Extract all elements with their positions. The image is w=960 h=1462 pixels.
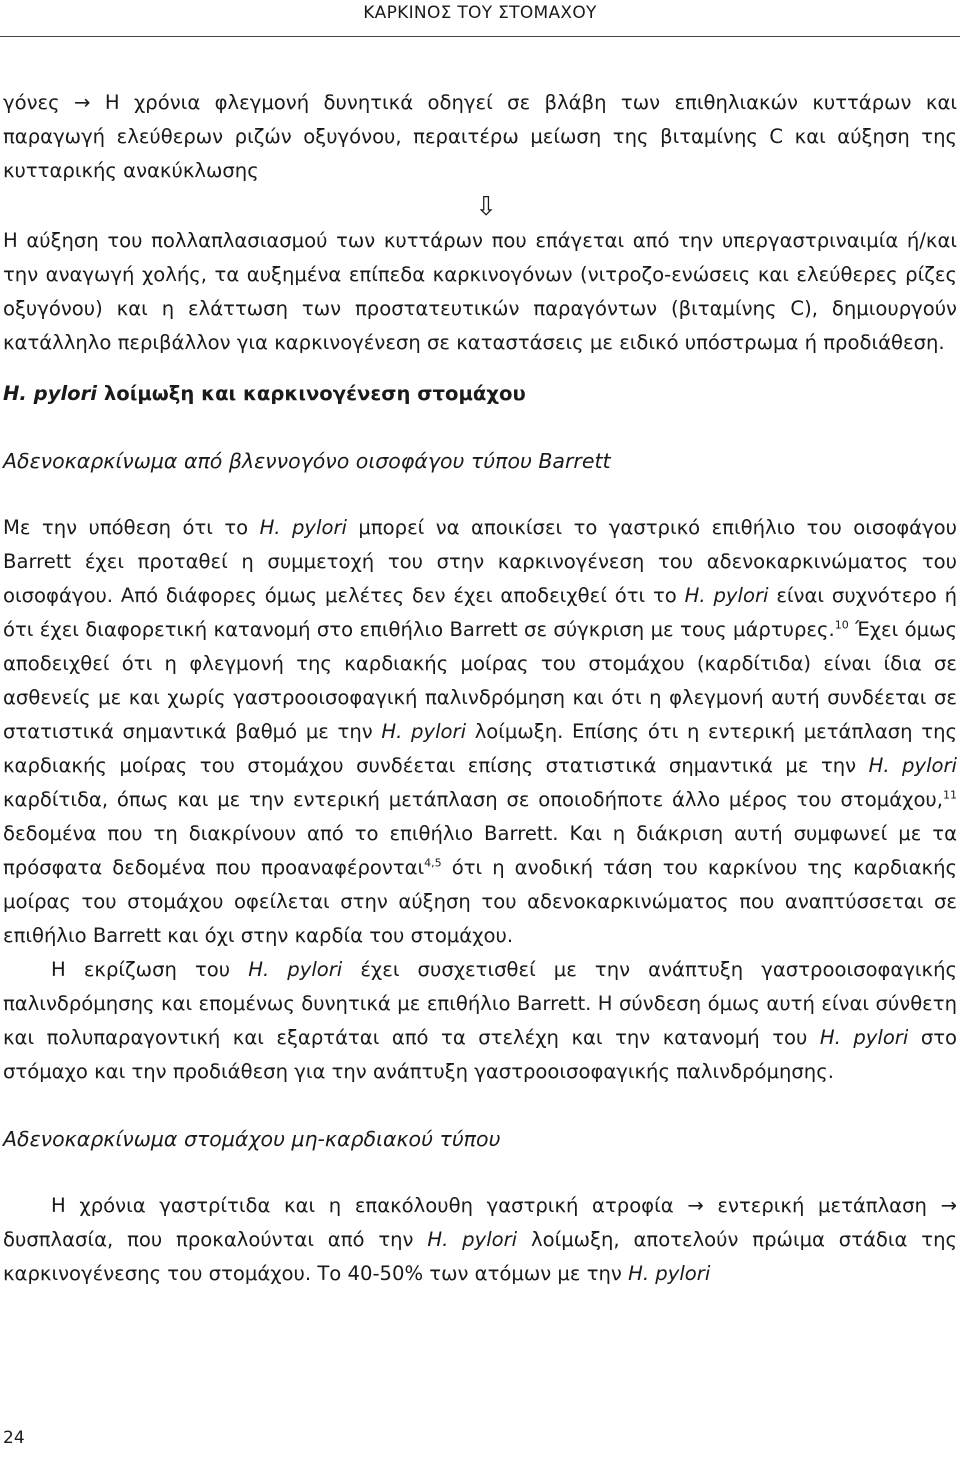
section-title-italic: H. pylori xyxy=(3,382,98,405)
section-title xyxy=(3,377,957,411)
text-run: έχει συσχετισθεί με την ανάπτυξη γαστροοισοφαγικής παλινδρόμησης και επομένως δυνητικά με επιθήλιο Barrett. Η σύνδεση όμως αυτή είναι σύνθετη και πολυπαραγοντική και εξαρτάται από τα στελέχη και την κατανομή του xyxy=(3,958,958,1049)
reference-marker: 4,5 xyxy=(424,856,442,870)
text-run: ότι η ανοδική τάση του καρκίνου της καρδιακής μοίρας του στομάχου οφείλεται στην αύξηση του αδενοκαρκινώματος που αναπτύσσεται σε επιθήλιο Barrett και όχι στην καρδία του στομάχου. xyxy=(3,856,957,947)
right-arrow-icon: → xyxy=(687,1194,704,1217)
text-run: λοίμωξη, αποτελούν πρώιμα στάδια της καρκινογένεσης του στομάχου. Το 40-50% των ατόμων με την xyxy=(3,1228,958,1285)
right-arrow-icon: → xyxy=(74,91,91,114)
text-run: είναι συχνότερο ή ότι έχει διαφορετική κατανομή στο επιθήλιο Barrett σε σύγκριση με τους μάρτυρες. xyxy=(3,584,958,641)
page-number: 24 xyxy=(3,1428,25,1448)
paragraph-4 xyxy=(3,953,957,1089)
page-body xyxy=(3,86,957,1291)
text-run: καρδίτιδα, όπως και με την εντερική μετάπλαση σε οποιοδήποτε άλλο μέρος του στομάχου, xyxy=(3,788,943,811)
species-name: H. pylori xyxy=(628,1262,711,1285)
species-name: H. pylori xyxy=(868,754,958,777)
text-run: μπορεί να αποικίσει το γαστρικό επιθήλιο του οισοφάγου Barrett έχει προταθεί η συμμετοχή του στην καρκινογένεση του αδενοκαρκινώματος του οισοφάγου. Από διάφορες όμως μελέτες δεν έχει αποδειχθεί ότι το xyxy=(3,516,958,607)
header-rule xyxy=(0,36,960,37)
text-run: Η χρόνια φλεγμονή δυνητικά οδηγεί σε βλάβη των επιθηλιακών κυττάρων και παραγωγή ελεύθερων ριζών οξυγόνου, περαιτέρω μείωση της βιταμίνης C και αύξηση της κυτταρικής ανακύκλωσης xyxy=(3,91,957,182)
text-run: Η εκρίζωση του xyxy=(51,958,231,981)
reference-marker: 10 xyxy=(834,618,849,632)
species-name: H. pylori xyxy=(684,584,769,607)
section-title-text: λοίμωξη και καρκινογένεση στομάχου xyxy=(103,382,526,405)
text-run: δεδομένα που τη διακρίνουν από το επιθήλιο Barrett. Και η διάκριση αυτή συμφωνεί με τα πρόσφατα δεδομένα που προαναφέρονται xyxy=(3,822,957,879)
species-name: H. pylori xyxy=(259,516,347,539)
text-run: γόνες xyxy=(3,91,60,114)
text-run: λοίμωξη. Επίσης ότι η εντερική μετάπλαση της καρδιακής μοίρας του στομάχου συνδέεται επίσης στατιστικά σημαντικά με την xyxy=(3,720,957,777)
text-run: Έχει όμως αποδειχθεί ότι η φλεγμονή της καρδιακής μοίρας του στομάχου (καρδίτιδα) είναι ίδια σε ασθενείς με και χωρίς γαστροοισοφαγική παλινδρόμηση και ότι η φλεγμονή αυτή συνδέεται σε στατιστικά σημαντικά βαθμό με την xyxy=(3,618,957,743)
paragraph-2: Η αύξηση του πολλαπλασιασμού των κυττάρων που επάγεται από την υπεργαστριναιμία ή/και την αναγωγή χολής, τα αυξημένα επίπεδα καρκινογόνων (νιτροζο-ενώσεις και ελεύθερες ρίζες οξυγόνου) και η ελάττωση των προστατευτικών παραγόντων (βιταμίνης C), δημιουργούν κατάλληλο περιβάλλον για καρκινογένεση σε καταστάσεις με ειδικό υπόστρωμα ή προδιάθεση. xyxy=(3,229,957,354)
species-name: H. pylori xyxy=(427,1228,518,1251)
text-run: Η χρόνια γαστρίτιδα και η επακόλουθη γαστρική ατροφία xyxy=(51,1194,674,1217)
running-header: ΚΑΡΚΙΝΟΣ ΤΟΥ ΣΤΟΜΑΧΟΥ xyxy=(363,3,597,23)
reference-marker: 11 xyxy=(943,788,957,802)
paragraph-3 xyxy=(3,511,957,953)
paragraph-5 xyxy=(3,1189,957,1291)
species-name: H. pylori xyxy=(381,720,467,743)
text-run: Με την υπόθεση ότι το xyxy=(3,516,249,539)
species-name: H. pylori xyxy=(248,958,343,981)
right-arrow-icon: → xyxy=(940,1194,958,1217)
text-run: δυσπλασία, που προκαλούνται από την xyxy=(3,1228,414,1251)
down-arrow-icon: ⇩ xyxy=(475,192,497,222)
arrow-row xyxy=(3,190,957,224)
text-run: εντερική μετάπλαση xyxy=(717,1194,927,1217)
text-run: στο στόμαχο και την προδιάθεση για την ανάπτυξη γαστροοισοφαγικής παλινδρόμησης. xyxy=(3,1026,958,1083)
subsection-title-2: Αδενοκαρκίνωμα στομάχου μη-καρδιακού τύπου xyxy=(3,1127,501,1151)
species-name: H. pylori xyxy=(819,1026,909,1049)
paragraph-1 xyxy=(3,86,957,188)
subsection-title-1: Αδενοκαρκίνωμα από βλεννογόνο οισοφάγου τύπου Barrett xyxy=(3,449,611,473)
